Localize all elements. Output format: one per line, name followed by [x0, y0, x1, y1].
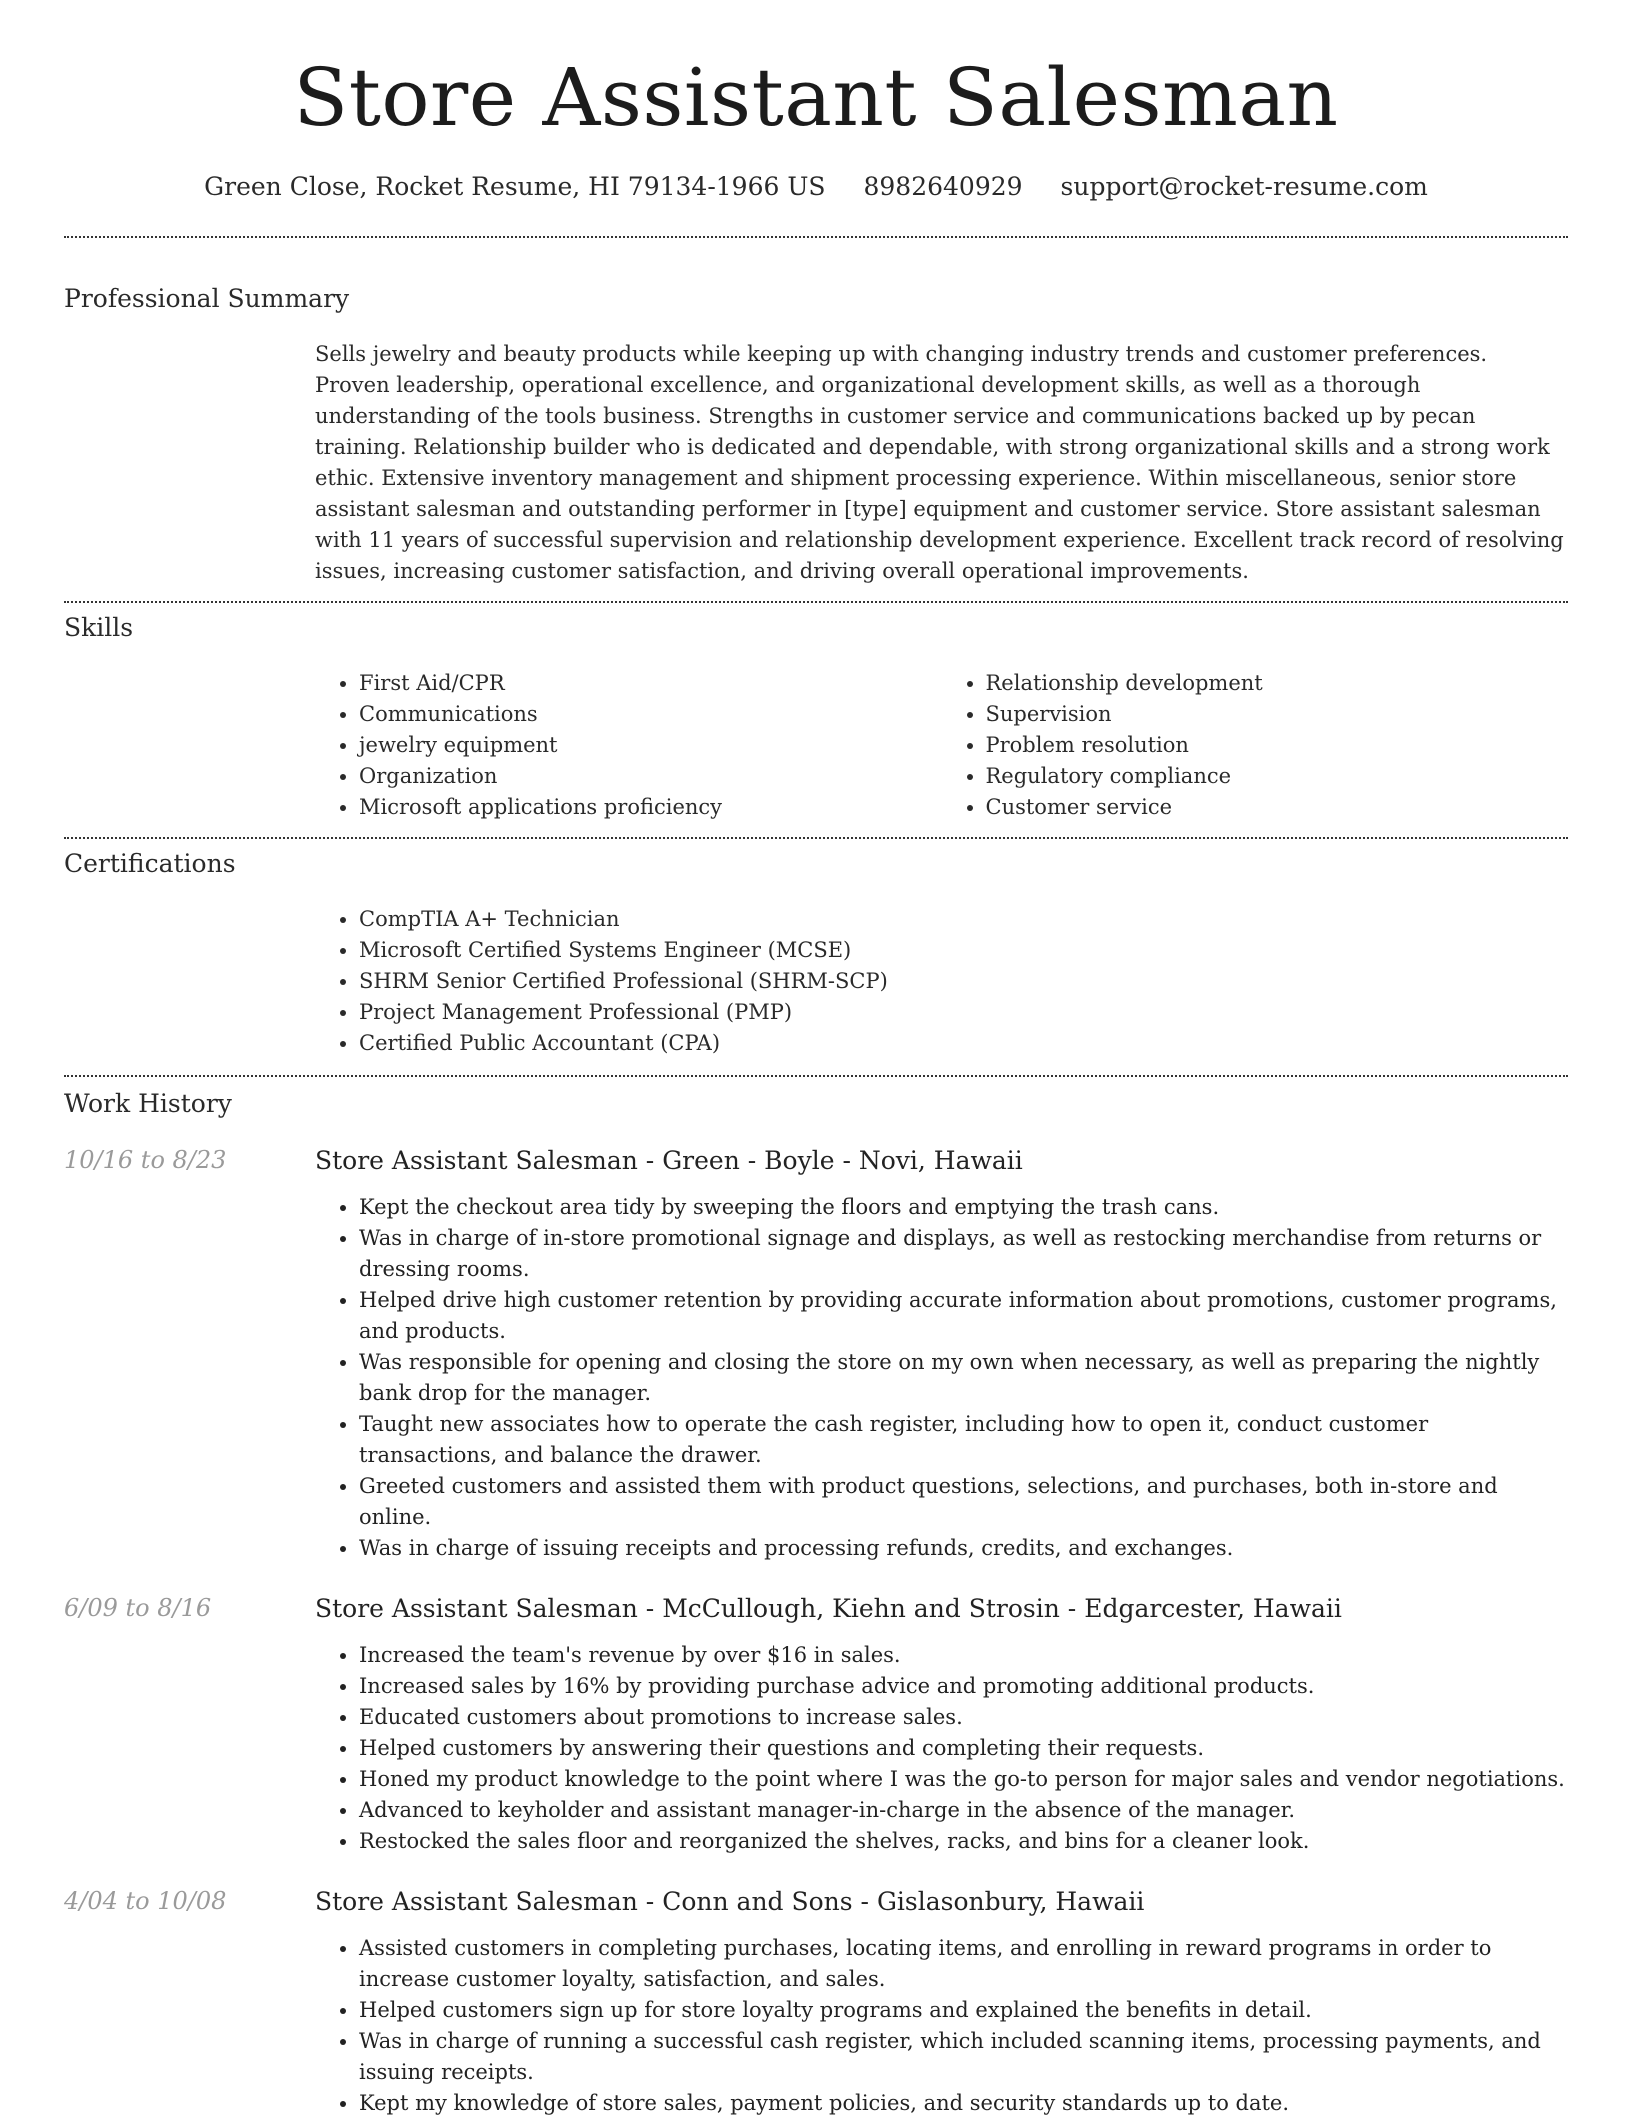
contact-phone: 8982640929 [863, 172, 1023, 201]
list-item: • Kept my knowledge of store sales, payment policies, and security standards up to date. [359, 2088, 1568, 2119]
list-item: • CompTIA A+ Technician [359, 904, 1568, 935]
list-item: • Increased sales by 16% by providing purchase advice and promoting additional products. [359, 1671, 1568, 1702]
contact-line [64, 172, 1568, 202]
skills-section [64, 603, 1568, 823]
resume-page [64, 0, 1568, 2119]
list-item: • Greeted customers and assisted them with product questions, selections, and purchases, both in-store and online. [359, 1471, 1568, 1533]
section-title-work-history: Work History [64, 1089, 232, 1118]
list-item: • Was in charge of in-store promotional signage and displays, as well as restocking merchandise from returns or dressing rooms. [359, 1223, 1568, 1285]
job-title: Store Assistant Salesman - Green - Boyle - Novi, Hawaii [315, 1146, 1023, 1175]
job-title: Store Assistant Salesman - McCullough, Kiehn and Strosin - Edgarcester, Hawaii [315, 1594, 1342, 1623]
list-item: • Relationship development [986, 668, 1569, 699]
contact-email: support@rocket-resume.com [1060, 172, 1428, 201]
job-entry [64, 1146, 1568, 1564]
job-entry [64, 1594, 1568, 1857]
list-item: • Helped customers by answering their questions and completing their requests. [359, 1733, 1568, 1764]
list-item: • Taught new associates how to operate the cash register, including how to open it, conduct customer transactions, and balance the drawer. [359, 1409, 1568, 1471]
job-bullets [315, 1640, 1568, 1857]
list-item: • Regulatory compliance [986, 761, 1569, 792]
summary-text: Sells jewelry and beauty products while keeping up with changing industry trends and customer preferences. Proven leadership, operational excellence, and organizational development skills, as well as a thorough understanding of the tools business. Strengths in customer service and communications backed up by pecan training. Relationship builder who is dedicated and dependable, with strong organizational skills and a strong work ethic. Extensive inventory management and shipment processing experience. Within miscellaneous, senior store assistant salesman and outstanding performer in [type] equipment and customer service. Store assistant salesman with 11 years of successful supervision and relationship development experience. Excellent track record of resolving issues, increasing customer satisfaction, and driving overall operational improvements. [315, 342, 1564, 583]
list-item: • Educated customers about promotions to increase sales. [359, 1702, 1568, 1733]
list-item: • Microsoft applications proficiency [359, 792, 942, 823]
list-item: • Supervision [986, 699, 1569, 730]
list-item: • jewelry equipment [359, 730, 942, 761]
candidate-name: Store Assistant Salesman [293, 51, 1339, 144]
job-bullets [315, 1192, 1568, 1564]
work-history-section [64, 1077, 1568, 2119]
list-item: • Communications [359, 699, 942, 730]
list-item: • Certified Public Accountant (CPA) [359, 1028, 1568, 1059]
job-title: Store Assistant Salesman - Conn and Sons - Gislasonbury, Hawaii [315, 1887, 1145, 1916]
list-item: • Assisted customers in completing purchases, locating items, and enrolling in reward programs in order to increase customer loyalty, satisfaction, and sales. [359, 1933, 1568, 1995]
job-dates: 4/04 to 10/08 [64, 1887, 227, 1915]
skills-list-left [315, 668, 942, 823]
job-bullets [315, 1933, 1568, 2119]
list-item: • Project Management Professional (PMP) [359, 997, 1568, 1028]
list-item: • Restocked the sales floor and reorganized the shelves, racks, and bins for a cleaner look. [359, 1826, 1568, 1857]
section-title-skills: Skills [64, 613, 134, 642]
list-item: • Helped customers sign up for store loyalty programs and explained the benefits in detail. [359, 1995, 1568, 2026]
list-item: • Was in charge of running a successful cash register, which included scanning items, processing payments, and issuing receipts. [359, 2026, 1568, 2088]
list-item: • Increased the team's revenue by over $16 in sales. [359, 1640, 1568, 1671]
list-item: • Helped drive high customer retention by providing accurate information about promotions, customer programs, and products. [359, 1285, 1568, 1347]
list-item: • Organization [359, 761, 942, 792]
job-dates: 6/09 to 8/16 [64, 1594, 212, 1622]
list-item: • Was in charge of issuing receipts and processing refunds, credits, and exchanges. [359, 1533, 1568, 1564]
list-item: • Advanced to keyholder and assistant manager-in-charge in the absence of the manager. [359, 1795, 1568, 1826]
job-dates: 10/16 to 8/23 [64, 1146, 227, 1174]
job-entry [64, 1887, 1568, 2119]
skills-list-right [942, 668, 1569, 823]
list-item: • Kept the checkout area tidy by sweeping the floors and emptying the trash cans. [359, 1192, 1568, 1223]
list-item: • First Aid/CPR [359, 668, 942, 699]
list-item: • SHRM Senior Certified Professional (SHRM-SCP) [359, 966, 1568, 997]
list-item: • Customer service [986, 792, 1569, 823]
list-item: • Honed my product knowledge to the point where I was the go-to person for major sales and vendor negotiations. [359, 1764, 1568, 1795]
contact-address: Green Close, Rocket Resume, HI 79134-1966 US [204, 172, 826, 201]
section-title-summary: Professional Summary [64, 284, 350, 313]
certifications-section [64, 839, 1568, 1059]
list-item: • Problem resolution [986, 730, 1569, 761]
summary-section [64, 238, 1568, 587]
list-item: • Microsoft Certified Systems Engineer (MCSE) [359, 935, 1568, 966]
list-item: • Was responsible for opening and closing the store on my own when necessary, as well as preparing the nightly bank drop for the manager. [359, 1347, 1568, 1409]
certifications-list [315, 904, 1568, 1059]
section-title-certifications: Certifications [64, 849, 236, 878]
